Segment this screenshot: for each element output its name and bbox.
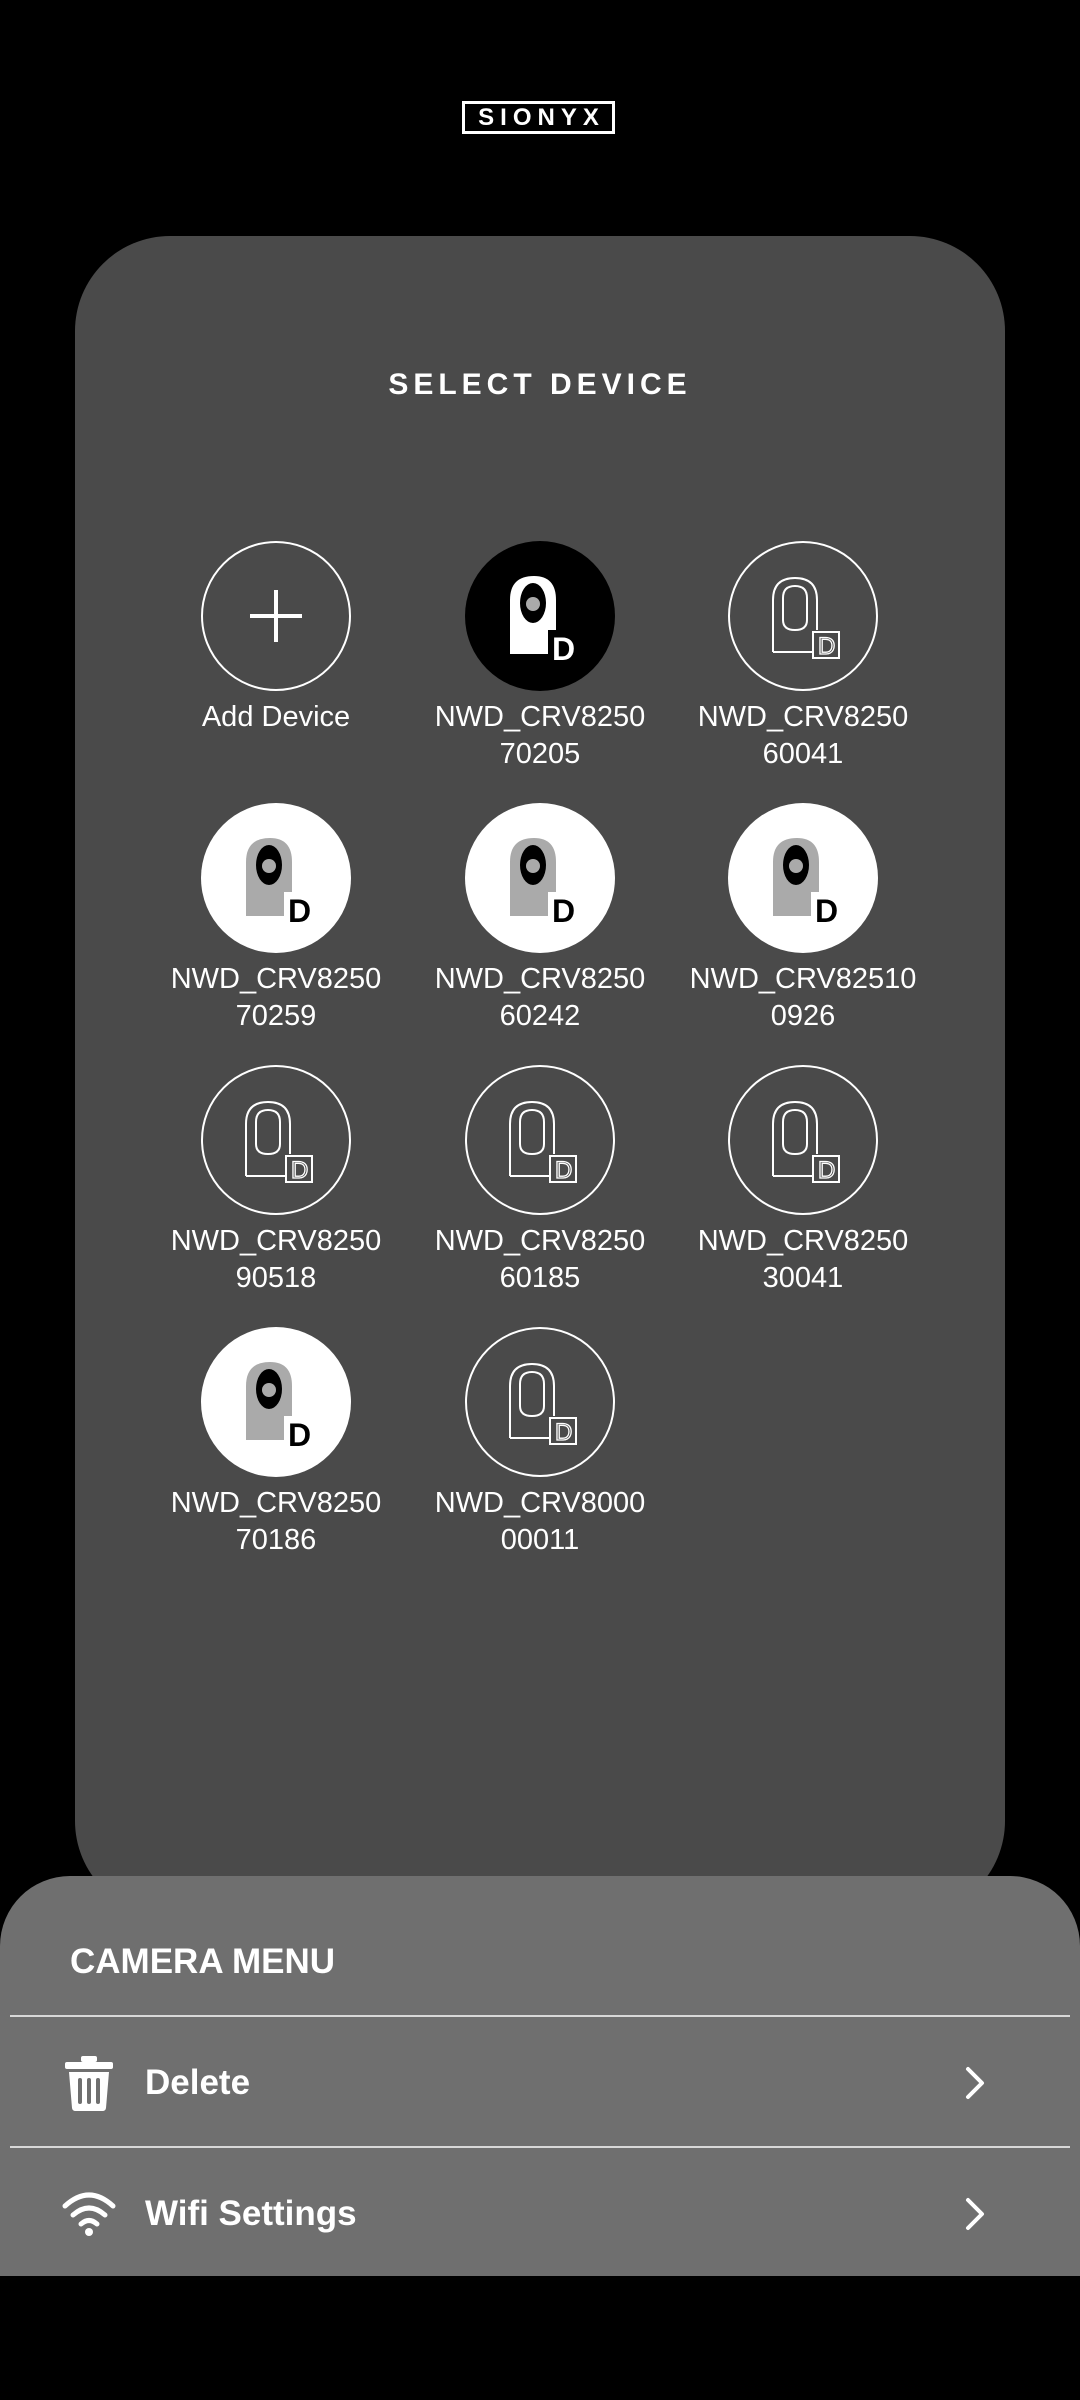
menu-item-delete[interactable]: [0, 2018, 1080, 2148]
camera-icon: [465, 1065, 615, 1215]
device-label: NWD_CRV8000 00011: [434, 1487, 646, 1556]
camera-icon: [201, 1065, 351, 1215]
menu-item-label: Delete: [145, 2063, 251, 2102]
menu-item-wifi-settings[interactable]: [0, 2149, 1080, 2279]
device-item[interactable]: [671, 1065, 935, 1297]
device-label: NWD_CRV8250 70205: [434, 701, 646, 770]
camera-icon: [465, 803, 615, 953]
device-item[interactable]: [408, 803, 672, 1035]
svg-text:D: D: [555, 1157, 573, 1184]
svg-text:D: D: [288, 1417, 312, 1450]
chevron-right-icon: [960, 2063, 990, 2103]
svg-text:D: D: [818, 1157, 836, 1184]
camera-icon: [728, 803, 878, 953]
bottom-bar: [0, 2276, 1080, 2400]
plus-icon: [201, 541, 351, 691]
svg-text:D: D: [555, 1419, 573, 1446]
camera-icon: [465, 541, 615, 691]
device-label: NWD_CRV8250 60041: [697, 701, 909, 770]
device-label: NWD_CRV8250 60185: [434, 1225, 646, 1294]
device-label: NWD_CRV8250 70186: [170, 1487, 382, 1556]
device-label: Add Device: [201, 701, 351, 733]
sionyx-logo: [462, 101, 615, 134]
device-item[interactable]: [408, 541, 672, 773]
select-device-panel: [75, 236, 1005, 1916]
camera-icon: [201, 1327, 351, 1477]
svg-text:D: D: [291, 1157, 309, 1184]
camera-icon: [465, 1327, 615, 1477]
device-label: NWD_CRV8250 70259: [170, 963, 382, 1032]
device-label: NWD_CRV8250 90518: [170, 1225, 382, 1294]
camera-icon: [728, 1065, 878, 1215]
svg-text:D: D: [288, 893, 312, 926]
divider: [10, 2015, 1070, 2017]
svg-text:D: D: [815, 893, 839, 926]
camera-menu-sheet: [0, 1876, 1080, 2276]
device-item[interactable]: [671, 541, 935, 773]
panel-title: SELECT DEVICE: [388, 368, 692, 401]
divider: [10, 2146, 1070, 2148]
device-item[interactable]: [144, 803, 408, 1035]
device-label: NWD_CRV8250 30041: [697, 1225, 909, 1294]
device-grid: [75, 236, 1005, 1916]
device-item[interactable]: [408, 1327, 672, 1559]
wifi-icon: [60, 2185, 118, 2243]
camera-icon: [201, 803, 351, 953]
add-device-button[interactable]: [144, 541, 408, 736]
device-label: NWD_CRV8250 60242: [434, 963, 646, 1032]
svg-text:D: D: [552, 893, 576, 926]
trash-icon: [60, 2054, 118, 2112]
menu-item-label: Wifi Settings: [145, 2194, 357, 2233]
camera-menu-title: CAMERA MENU: [70, 1942, 336, 1981]
device-label: NWD_CRV82510 0926: [689, 963, 917, 1032]
svg-text:D: D: [552, 631, 576, 664]
device-item[interactable]: [671, 803, 935, 1035]
svg-text:D: D: [818, 633, 836, 660]
device-item[interactable]: [144, 1065, 408, 1297]
device-item[interactable]: [408, 1065, 672, 1297]
device-item[interactable]: [144, 1327, 408, 1559]
camera-icon: [728, 541, 878, 691]
logo-text: SIONYX: [478, 103, 605, 131]
chevron-right-icon: [960, 2194, 990, 2234]
